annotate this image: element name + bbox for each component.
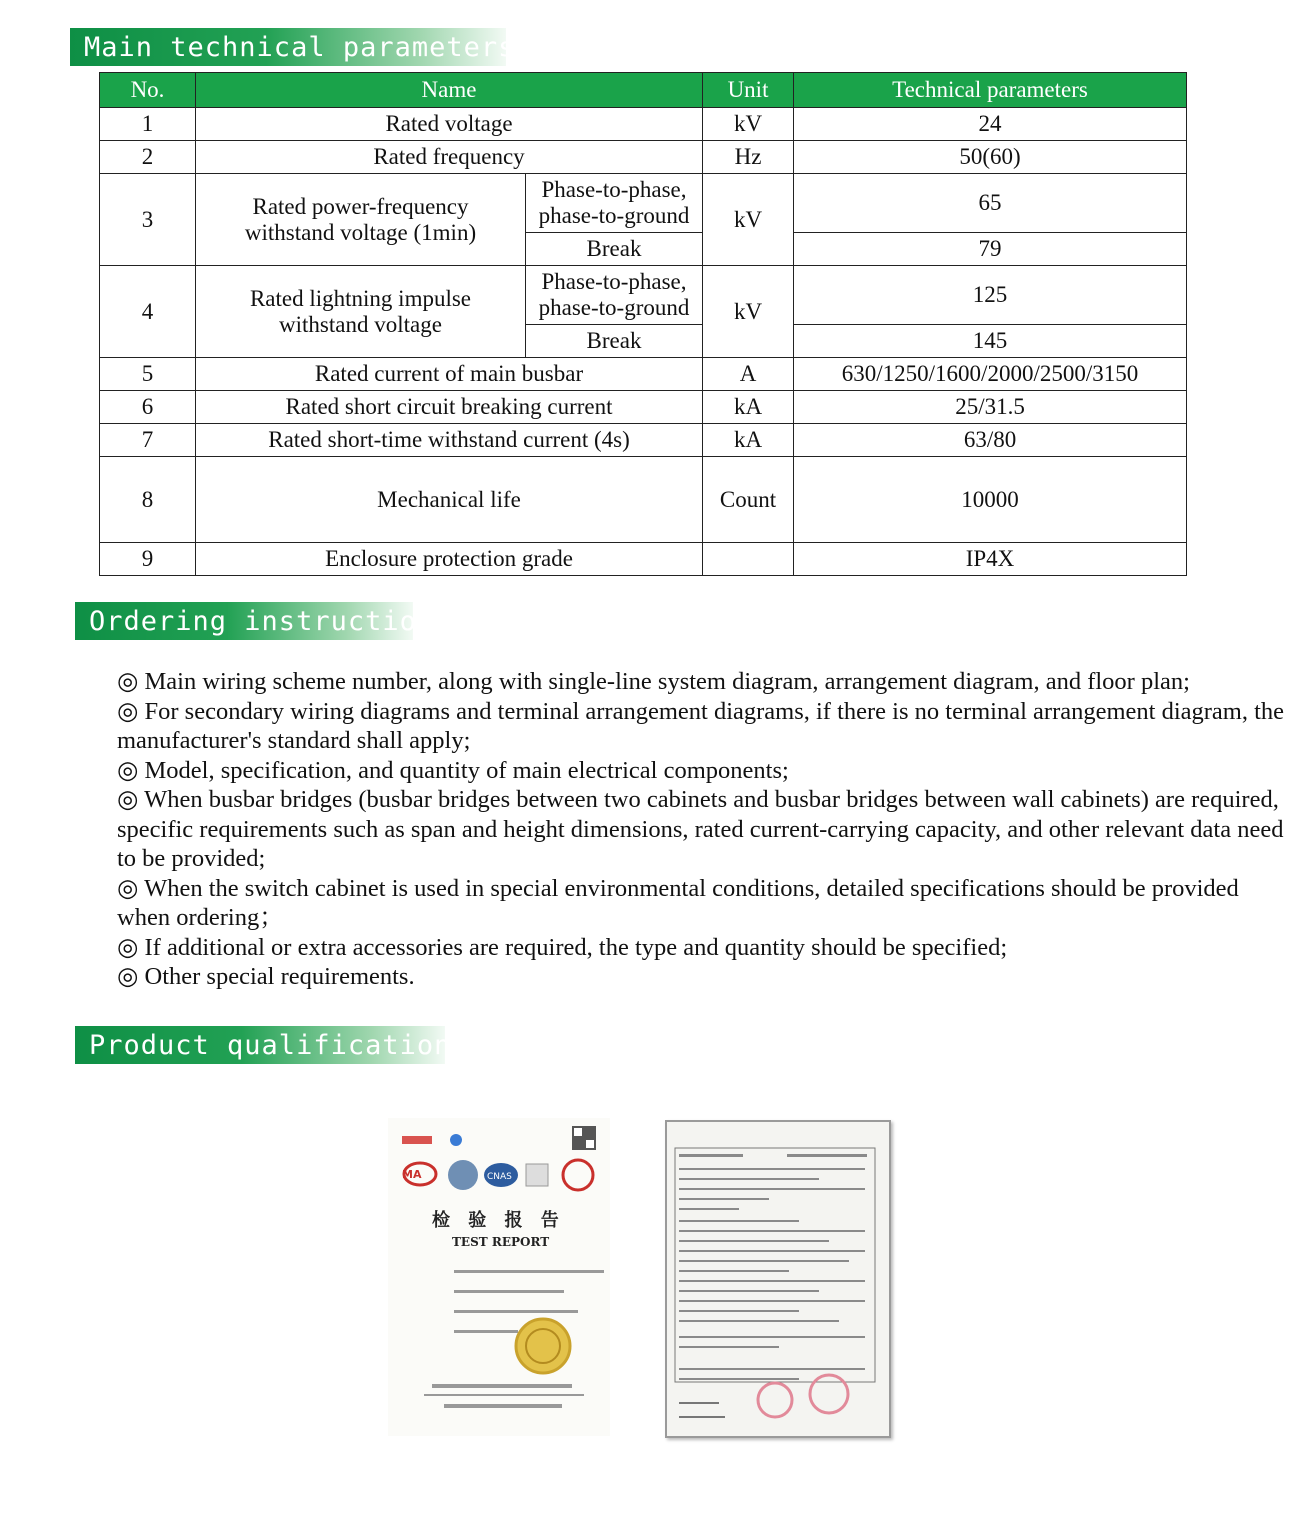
signature-lines [679, 1402, 725, 1418]
section-title-ordering [75, 602, 452, 640]
cell-name: Rated current of main busbar [196, 358, 703, 391]
cell-unit: kV [703, 174, 794, 266]
test-report-cover-graphic [388, 1118, 610, 1436]
cell-subname-line: Phase-to-phase, [541, 177, 687, 202]
cell-no: 6 [100, 391, 196, 424]
test-report-certificate-image [388, 1118, 610, 1436]
cnas-mark-text: CNAS [487, 1172, 512, 1182]
table-row [100, 358, 1187, 391]
list-item [117, 962, 1289, 992]
cell-name-line: withstand voltage [279, 311, 442, 337]
table-row [100, 543, 1187, 576]
table-row [100, 457, 1187, 543]
accreditation-mark-icon [526, 1164, 548, 1186]
cell-unit: kV [703, 266, 794, 358]
red-stamp-icon [758, 1383, 792, 1417]
cell-subname [526, 266, 703, 325]
cell-name: Mechanical life [196, 457, 703, 543]
header-technical-parameters: Technical parameters [794, 73, 1187, 108]
list-item [117, 785, 1289, 874]
list-item-text: When the switch cabinet is used in special environmental conditions, detailed specifications should be provided when ordering； [117, 874, 1239, 931]
cell-name: Rated voltage [196, 108, 703, 141]
cell-value: 125 [794, 266, 1187, 325]
cell-value: 63/80 [794, 424, 1187, 457]
cell-no: 8 [100, 457, 196, 543]
list-item-text: When busbar bridges (busbar bridges between two cabinets and busbar bridges between wall cabinets) are required, specific requirements such as span and height dimensions, rated current-carrying capacity, and other relevant data need to be provided; [117, 786, 1284, 872]
list-item-text: Other special requirements. [144, 963, 415, 990]
list-item [117, 874, 1289, 933]
report-title-cn: 检 验 报 告 [432, 1210, 565, 1231]
cell-no: 1 [100, 108, 196, 141]
section-title-text: Ordering instructions [89, 605, 452, 637]
list-item-text: Model, specification, and quantity of main electrical components; [144, 756, 789, 784]
cell-unit: A [703, 358, 794, 391]
cell-no: 3 [100, 174, 196, 266]
cell-name [196, 174, 526, 266]
bullet-icon: ◎ [117, 963, 139, 990]
report-text-lines [679, 1154, 867, 1380]
cell-name: Rated short circuit breaking current [196, 391, 703, 424]
cell-subname-line: Phase-to-phase, [541, 269, 687, 294]
table-row [100, 174, 1187, 233]
header-name: Name [196, 73, 703, 108]
list-item [117, 756, 1289, 786]
report-text-lines [424, 1270, 604, 1408]
bullet-icon: ◎ [117, 874, 139, 902]
cell-value: 25/31.5 [794, 391, 1187, 424]
cell-unit: kV [703, 108, 794, 141]
cell-value: 10000 [794, 457, 1187, 543]
inspection-report-graphic [667, 1122, 889, 1436]
cell-no: 5 [100, 358, 196, 391]
cell-no: 2 [100, 141, 196, 174]
cell-subname-line: phase-to-ground [538, 203, 690, 228]
cell-subname: Break [526, 233, 703, 266]
bullet-icon: ◎ [117, 668, 139, 695]
cell-no: 4 [100, 266, 196, 358]
cell-name: Enclosure protection grade [196, 543, 703, 576]
cell-no: 7 [100, 424, 196, 457]
list-item [117, 667, 1289, 697]
table-row [100, 266, 1187, 325]
cma-mark-text: MA [402, 1168, 422, 1181]
cell-value: 145 [794, 325, 1187, 358]
section-title-text: Product qualification [89, 1029, 452, 1061]
cell-name-line: Rated lightning impulse [249, 285, 472, 311]
bullet-icon: ◎ [117, 786, 139, 813]
inspection-report-page-image [665, 1120, 891, 1438]
parameters-table [99, 72, 1187, 576]
table-row [100, 141, 1187, 174]
cell-name: Rated short-time withstand current (4s) [196, 424, 703, 457]
cell-value: IP4X [794, 543, 1187, 576]
cell-value: 79 [794, 233, 1187, 266]
cell-subname [526, 174, 703, 233]
header-unit: Unit [703, 73, 794, 108]
section-title-main-parameters [70, 28, 516, 66]
cell-unit [703, 543, 794, 576]
ordering-instructions-list [117, 667, 1289, 992]
list-item-text: For secondary wiring diagrams and terminal arrangement diagrams, if there is no terminal arrangement diagram, the manufacturer's standard shall apply; [117, 697, 1285, 754]
cell-subname-line: phase-to-ground [538, 295, 690, 320]
cell-value: 50(60) [794, 141, 1187, 174]
red-stamp-icon [810, 1375, 848, 1413]
logo-mark [402, 1136, 432, 1144]
cell-subname: Break [526, 325, 703, 358]
section-title-text: Main technical parameters [84, 31, 516, 63]
cell-name-line: Rated power-frequency [252, 193, 469, 219]
list-item [117, 933, 1289, 963]
report-title-en: TEST REPORT [452, 1235, 550, 1249]
gold-seal-icon [516, 1319, 570, 1373]
cell-name: Rated frequency [196, 141, 703, 174]
cell-value: 24 [794, 108, 1187, 141]
cell-unit: kA [703, 391, 794, 424]
ilac-mark-icon [448, 1160, 478, 1190]
list-item-text: Main wiring scheme number, along with single-line system diagram, arrangement diagram, and floor plan; [144, 668, 1190, 695]
cal-mark-icon [563, 1160, 593, 1190]
logo-mark [450, 1134, 462, 1146]
section-title-qualification [75, 1026, 452, 1064]
list-item [117, 697, 1289, 756]
cell-name-line: withstand voltage (1min) [244, 219, 477, 245]
list-item-text: If additional or extra accessories are required, the type and quantity should be specified; [144, 933, 1008, 961]
cell-value: 630/1250/1600/2000/2500/3150 [794, 358, 1187, 391]
cell-unit: kA [703, 424, 794, 457]
table-row [100, 391, 1187, 424]
bullet-icon: ◎ [117, 697, 139, 725]
table-row [100, 108, 1187, 141]
header-no: No. [100, 73, 196, 108]
cell-unit: Hz [703, 141, 794, 174]
cell-name [196, 266, 526, 358]
bullet-icon: ◎ [117, 933, 139, 961]
table-header-row [100, 73, 1187, 108]
bullet-icon: ◎ [117, 756, 139, 784]
cell-value: 65 [794, 174, 1187, 233]
table-row [100, 424, 1187, 457]
cell-no: 9 [100, 543, 196, 576]
cell-unit: Count [703, 457, 794, 543]
